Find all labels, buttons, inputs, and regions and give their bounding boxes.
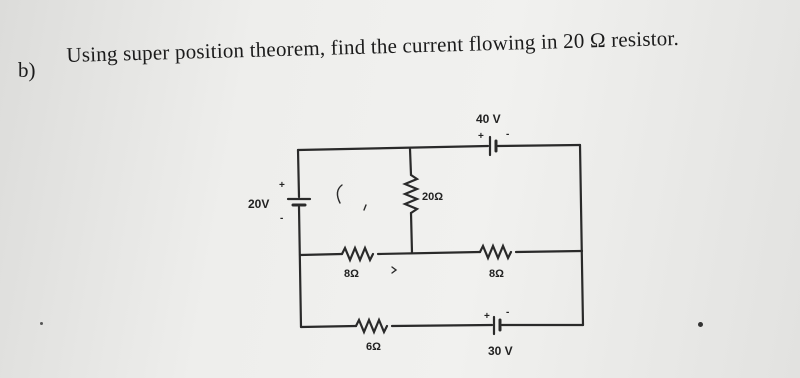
label-8ohm-right: 8Ω	[489, 268, 504, 280]
label-30v: 30 V	[488, 344, 513, 358]
resistor-20ohm	[405, 175, 417, 213]
label-40v-plus: +	[478, 131, 484, 142]
branch-20ohm-wire-top	[410, 149, 411, 175]
label-40v: 40 V	[476, 112, 501, 126]
bottom-wire-b	[392, 325, 492, 326]
stray-dot-mark	[698, 322, 703, 327]
bottom-wire-a	[301, 326, 356, 327]
circuit-diagram	[230, 105, 610, 370]
label-20v: 20V	[248, 197, 270, 211]
label-8ohm-left: 8Ω	[344, 268, 359, 280]
pencil-mark-arrow	[392, 267, 396, 273]
resistor-6ohm	[356, 320, 387, 332]
label-20ohm: 20Ω	[422, 191, 444, 203]
branch-20ohm-wire-bottom	[411, 213, 412, 253]
label-30v-minus: -	[506, 307, 510, 318]
question-label: b)	[18, 58, 36, 82]
right-wire	[580, 145, 583, 325]
top-wire-right	[498, 145, 580, 146]
left-wire-bottom	[299, 207, 301, 327]
resistor-8ohm-left	[342, 248, 373, 260]
stray-dot-left	[40, 322, 43, 325]
resistor-8ohm-right	[480, 246, 511, 258]
middle-wire-b	[378, 252, 480, 254]
middle-wire-a	[300, 254, 342, 255]
middle-wire-c	[516, 251, 582, 252]
pencil-mark-left	[337, 185, 342, 203]
left-wire-top	[298, 150, 299, 197]
label-40v-minus: -	[506, 129, 510, 140]
top-wire-left	[298, 146, 488, 150]
label-30v-plus: +	[484, 311, 490, 322]
label-20v-plus: +	[279, 180, 285, 191]
label-6ohm: 6Ω	[366, 341, 381, 353]
pencil-mark-small	[364, 205, 366, 210]
label-20v-minus: -	[280, 213, 284, 224]
question-text: Using super position theorem, find the current flowing in 20 Ω resistor.	[66, 25, 680, 67]
